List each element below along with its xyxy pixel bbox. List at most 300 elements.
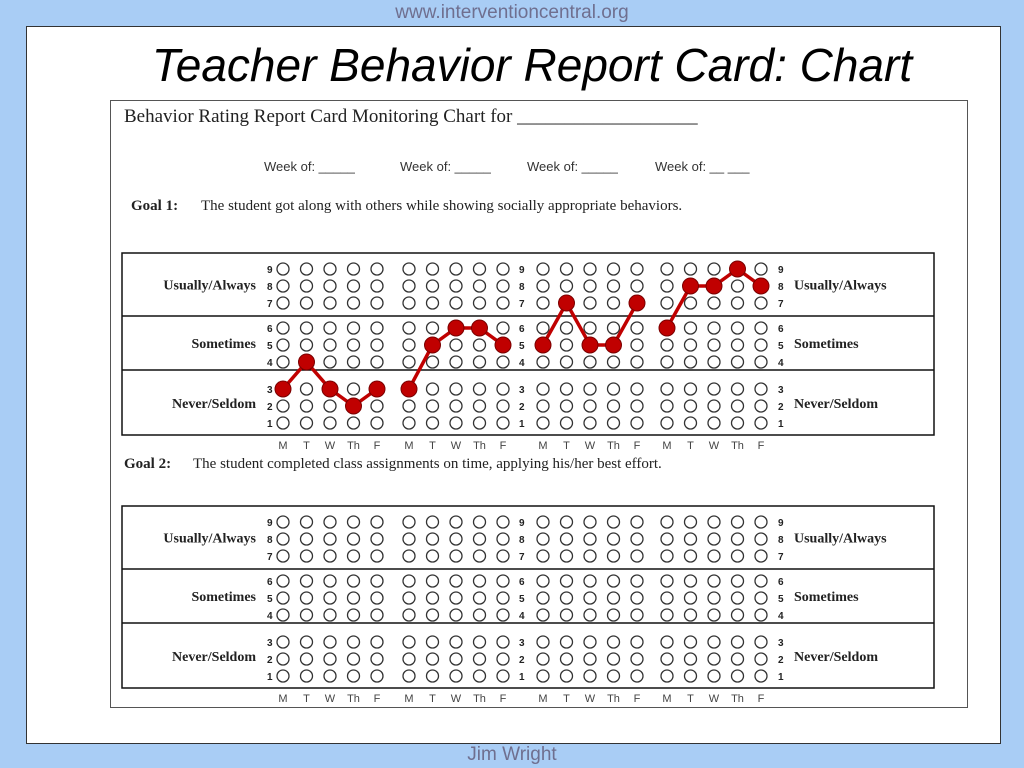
rating-bubble <box>348 653 360 665</box>
day-label: F <box>633 693 641 705</box>
rating-bubble <box>450 592 462 604</box>
rating-bubble <box>427 516 439 528</box>
rating-bubble <box>427 653 439 665</box>
day-label: W <box>324 693 336 705</box>
day-label: T <box>429 693 436 705</box>
rating-point <box>322 381 338 397</box>
rating-bubble <box>277 609 289 621</box>
rating-bubble <box>537 670 549 682</box>
rating-bubble <box>537 636 549 648</box>
rating-bubble <box>348 636 360 648</box>
rating-bubble <box>277 322 289 334</box>
rating-bubble <box>474 400 486 412</box>
rating-bubble <box>427 575 439 587</box>
rating-bubble <box>348 356 360 368</box>
rating-bubble <box>631 670 643 682</box>
rating-bubble <box>537 383 549 395</box>
rating-bubble <box>403 339 415 351</box>
rating-bubble <box>403 550 415 562</box>
rating-bubble <box>584 516 596 528</box>
day-label: T <box>303 440 310 452</box>
rating-bubble <box>732 339 744 351</box>
rating-point <box>730 261 746 277</box>
rating-bubble <box>584 533 596 545</box>
rating-bubble <box>450 533 462 545</box>
level-number: 8 <box>519 282 525 293</box>
rating-bubble <box>301 383 313 395</box>
rating-bubble <box>755 670 767 682</box>
rating-bubble <box>324 533 336 545</box>
day-label: M <box>404 693 414 705</box>
rating-bubble <box>348 609 360 621</box>
rating-bubble <box>685 609 697 621</box>
rating-bubble <box>631 575 643 587</box>
rating-bubble <box>427 636 439 648</box>
band-label-left: Never/Seldom <box>172 650 256 665</box>
rating-bubble <box>497 356 509 368</box>
rating-point <box>535 337 551 353</box>
rating-bubble <box>427 383 439 395</box>
day-label: M <box>278 693 288 705</box>
rating-bubble <box>371 280 383 292</box>
level-number: 5 <box>267 594 273 605</box>
rating-bubble <box>277 417 289 429</box>
rating-bubble <box>277 670 289 682</box>
rating-bubble <box>608 653 620 665</box>
rating-bubble <box>755 636 767 648</box>
level-number: 8 <box>267 535 273 546</box>
rating-bubble <box>450 280 462 292</box>
rating-bubble <box>732 575 744 587</box>
level-number: 2 <box>778 402 784 413</box>
rating-bubble <box>497 322 509 334</box>
level-number: 3 <box>267 385 273 396</box>
rating-bubble <box>474 653 486 665</box>
rating-bubble <box>661 653 673 665</box>
rating-bubble <box>631 653 643 665</box>
level-number: 4 <box>778 358 784 369</box>
rating-bubble <box>755 383 767 395</box>
rating-bubble <box>584 322 596 334</box>
rating-bubble <box>661 636 673 648</box>
rating-bubble <box>661 575 673 587</box>
rating-bubble <box>371 400 383 412</box>
rating-bubble <box>301 297 313 309</box>
rating-bubble <box>403 533 415 545</box>
day-label: T <box>303 693 310 705</box>
day-label: W <box>708 693 720 705</box>
rating-bubble <box>450 417 462 429</box>
rating-bubble <box>561 636 573 648</box>
rating-bubble <box>348 383 360 395</box>
rating-bubble <box>631 592 643 604</box>
day-label: Th <box>473 693 486 705</box>
rating-bubble <box>371 533 383 545</box>
rating-bubble <box>708 356 720 368</box>
rating-bubble <box>631 400 643 412</box>
level-number: 4 <box>267 358 273 369</box>
day-label: W <box>584 440 596 452</box>
rating-bubble <box>301 609 313 621</box>
rating-bubble <box>497 400 509 412</box>
rating-bubble <box>661 592 673 604</box>
rating-bubble <box>608 592 620 604</box>
rating-bubble <box>561 550 573 562</box>
rating-point <box>606 337 622 353</box>
rating-bubble <box>732 280 744 292</box>
rating-bubble <box>301 653 313 665</box>
rating-bubble <box>474 516 486 528</box>
rating-bubble <box>403 670 415 682</box>
rating-bubble <box>537 417 549 429</box>
rating-bubble <box>661 533 673 545</box>
rating-bubble <box>277 636 289 648</box>
rating-bubble <box>497 417 509 429</box>
rating-bubble <box>584 670 596 682</box>
rating-bubble <box>450 339 462 351</box>
rating-point <box>299 354 315 370</box>
rating-bubble <box>584 297 596 309</box>
rating-bubble <box>277 653 289 665</box>
level-number: 9 <box>778 518 784 529</box>
rating-bubble <box>732 653 744 665</box>
day-label: Th <box>731 693 744 705</box>
level-number: 8 <box>778 282 784 293</box>
rating-bubble <box>755 533 767 545</box>
rating-bubble <box>608 280 620 292</box>
rating-bubble <box>661 670 673 682</box>
day-label: M <box>538 693 548 705</box>
rating-bubble <box>561 670 573 682</box>
band-label-right: Sometimes <box>794 337 859 352</box>
rating-bubble <box>561 339 573 351</box>
rating-bubble <box>661 339 673 351</box>
rating-bubble <box>755 339 767 351</box>
level-number: 9 <box>267 518 273 529</box>
rating-bubble <box>450 516 462 528</box>
day-label: F <box>757 693 765 705</box>
rating-bubble <box>537 263 549 275</box>
rating-bubble <box>403 592 415 604</box>
rating-bubble <box>608 533 620 545</box>
rating-bubble <box>755 609 767 621</box>
rating-bubble <box>732 592 744 604</box>
rating-bubble <box>450 670 462 682</box>
rating-bubble <box>324 356 336 368</box>
rating-bubble <box>708 322 720 334</box>
rating-bubble <box>584 636 596 648</box>
rating-bubble <box>474 609 486 621</box>
rating-bubble <box>608 609 620 621</box>
rating-bubble <box>301 280 313 292</box>
rating-bubble <box>708 636 720 648</box>
rating-bubble <box>450 263 462 275</box>
rating-bubble <box>755 550 767 562</box>
rating-bubble <box>584 575 596 587</box>
rating-bubble <box>708 400 720 412</box>
rating-bubble <box>403 400 415 412</box>
rating-bubble <box>755 297 767 309</box>
rating-bubble <box>427 322 439 334</box>
rating-bubble <box>537 297 549 309</box>
rating-bubble <box>403 297 415 309</box>
rating-bubble <box>561 356 573 368</box>
rating-point <box>275 381 291 397</box>
day-label: M <box>662 440 672 452</box>
rating-bubble <box>584 263 596 275</box>
site-url: www.interventioncentral.org <box>395 2 629 23</box>
rating-bubble <box>708 516 720 528</box>
rating-bubble <box>474 575 486 587</box>
level-number: 4 <box>267 611 273 622</box>
level-number: 7 <box>778 552 784 563</box>
rating-bubble <box>584 550 596 562</box>
rating-bubble <box>661 400 673 412</box>
rating-bubble <box>631 636 643 648</box>
rating-bubble <box>371 322 383 334</box>
rating-bubble <box>608 575 620 587</box>
day-label: T <box>687 440 694 452</box>
rating-point <box>559 295 575 311</box>
rating-bubble <box>537 653 549 665</box>
rating-bubble <box>561 322 573 334</box>
goal-label: Goal 2: <box>124 456 172 472</box>
rating-bubble <box>427 533 439 545</box>
level-number: 5 <box>778 341 784 352</box>
rating-bubble <box>661 356 673 368</box>
rating-bubble <box>708 575 720 587</box>
day-label: M <box>278 440 288 452</box>
rating-bubble <box>537 575 549 587</box>
goal-text: The student completed class assignments on time, applying his/her best effort. <box>193 456 662 472</box>
rating-bubble <box>732 636 744 648</box>
rating-bubble <box>755 516 767 528</box>
rating-bubble <box>427 670 439 682</box>
rating-bubble <box>661 297 673 309</box>
level-number: 6 <box>267 324 273 335</box>
rating-bubble <box>561 516 573 528</box>
band-label-right: Never/Seldom <box>794 650 878 665</box>
rating-bubble <box>403 263 415 275</box>
monitoring-chart <box>111 101 967 707</box>
rating-bubble <box>631 322 643 334</box>
rating-bubble <box>324 516 336 528</box>
band-label-left: Sometimes <box>191 337 256 352</box>
rating-bubble <box>584 609 596 621</box>
rating-bubble <box>427 550 439 562</box>
band-label-right: Sometimes <box>794 590 859 605</box>
rating-bubble <box>427 356 439 368</box>
rating-bubble <box>474 297 486 309</box>
band-label-left: Never/Seldom <box>172 397 256 412</box>
rating-point <box>448 320 464 336</box>
level-number: 6 <box>519 577 525 588</box>
rating-bubble <box>277 533 289 545</box>
rating-bubble <box>497 533 509 545</box>
rating-bubble <box>348 297 360 309</box>
rating-bubble <box>685 533 697 545</box>
rating-bubble <box>497 297 509 309</box>
goal-label: Goal 1: <box>131 198 179 214</box>
rating-bubble <box>661 280 673 292</box>
rating-bubble <box>608 297 620 309</box>
day-label: F <box>757 440 765 452</box>
level-number: 8 <box>519 535 525 546</box>
day-label: M <box>404 440 414 452</box>
chart-heading: Behavior Rating Report Card Monitoring Chart for ___________________ <box>124 106 698 127</box>
rating-bubble <box>403 417 415 429</box>
rating-bubble <box>371 263 383 275</box>
rating-bubble <box>474 263 486 275</box>
rating-bubble <box>497 383 509 395</box>
rating-bubble <box>561 609 573 621</box>
rating-bubble <box>324 592 336 604</box>
rating-bubble <box>537 400 549 412</box>
rating-bubble <box>631 550 643 562</box>
rating-bubble <box>755 592 767 604</box>
band-label-left: Usually/Always <box>163 278 256 294</box>
rating-bubble <box>277 339 289 351</box>
rating-bubble <box>497 263 509 275</box>
day-label: Th <box>607 693 620 705</box>
rating-bubble <box>324 417 336 429</box>
rating-bubble <box>403 322 415 334</box>
rating-bubble <box>608 383 620 395</box>
rating-bubble <box>685 383 697 395</box>
level-number: 1 <box>267 419 273 430</box>
rating-bubble <box>301 263 313 275</box>
rating-bubble <box>497 609 509 621</box>
rating-bubble <box>277 263 289 275</box>
rating-bubble <box>631 533 643 545</box>
day-label: T <box>429 440 436 452</box>
rating-bubble <box>301 636 313 648</box>
rating-bubble <box>371 575 383 587</box>
level-number: 5 <box>778 594 784 605</box>
slide-title: Teacher Behavior Report Card: Chart <box>151 39 913 91</box>
rating-bubble <box>301 417 313 429</box>
rating-bubble <box>450 575 462 587</box>
level-number: 2 <box>519 402 525 413</box>
day-label: Th <box>347 693 360 705</box>
rating-bubble <box>561 280 573 292</box>
rating-bubble <box>450 550 462 562</box>
rating-bubble <box>277 400 289 412</box>
rating-bubble <box>403 356 415 368</box>
level-number: 3 <box>778 638 784 649</box>
rating-bubble <box>474 280 486 292</box>
rating-bubble <box>561 417 573 429</box>
rating-bubble <box>708 339 720 351</box>
rating-bubble <box>537 609 549 621</box>
band-label-right: Usually/Always <box>794 278 887 294</box>
rating-bubble <box>427 592 439 604</box>
rating-bubble <box>608 636 620 648</box>
rating-bubble <box>537 516 549 528</box>
rating-bubble <box>732 356 744 368</box>
rating-bubble <box>324 653 336 665</box>
rating-bubble <box>497 670 509 682</box>
level-number: 4 <box>519 611 525 622</box>
rating-bubble <box>277 550 289 562</box>
rating-bubble <box>661 516 673 528</box>
rating-bubble <box>608 263 620 275</box>
rating-bubble <box>497 550 509 562</box>
rating-bubble <box>301 339 313 351</box>
rating-bubble <box>371 356 383 368</box>
level-number: 7 <box>267 552 273 563</box>
level-number: 8 <box>267 282 273 293</box>
rating-bubble <box>685 636 697 648</box>
rating-bubble <box>685 400 697 412</box>
day-label: F <box>373 693 381 705</box>
rating-bubble <box>608 670 620 682</box>
rating-point <box>401 381 417 397</box>
rating-bubble <box>403 575 415 587</box>
rating-bubble <box>685 592 697 604</box>
rating-bubble <box>371 297 383 309</box>
rating-bubble <box>324 297 336 309</box>
goal-text: The student got along with others while showing socially appropriate behaviors. <box>201 198 683 214</box>
rating-bubble <box>474 383 486 395</box>
rating-bubble <box>427 280 439 292</box>
rating-bubble <box>661 609 673 621</box>
rating-bubble <box>474 550 486 562</box>
rating-bubble <box>474 636 486 648</box>
rating-bubble <box>348 339 360 351</box>
rating-bubble <box>371 592 383 604</box>
week-label: Week of: _____ <box>400 159 491 174</box>
rating-bubble <box>348 280 360 292</box>
rating-bubble <box>371 339 383 351</box>
rating-bubble <box>755 653 767 665</box>
rating-bubble <box>324 339 336 351</box>
rating-bubble <box>497 280 509 292</box>
day-label: T <box>563 440 570 452</box>
day-label: W <box>584 693 596 705</box>
rating-bubble <box>324 670 336 682</box>
rating-bubble <box>608 400 620 412</box>
rating-bubble <box>732 297 744 309</box>
rating-bubble <box>685 356 697 368</box>
rating-point <box>753 278 769 294</box>
rating-bubble <box>277 356 289 368</box>
rating-bubble <box>732 417 744 429</box>
rating-bubble <box>348 550 360 562</box>
rating-bubble <box>708 653 720 665</box>
rating-bubble <box>708 417 720 429</box>
rating-bubble <box>497 653 509 665</box>
rating-bubble <box>324 263 336 275</box>
rating-bubble <box>450 609 462 621</box>
rating-bubble <box>348 322 360 334</box>
rating-bubble <box>450 636 462 648</box>
rating-bubble <box>685 550 697 562</box>
rating-bubble <box>685 322 697 334</box>
rating-bubble <box>608 322 620 334</box>
rating-bubble <box>708 592 720 604</box>
rating-bubble <box>427 297 439 309</box>
rating-bubble <box>403 636 415 648</box>
rating-bubble <box>755 400 767 412</box>
level-number: 3 <box>267 638 273 649</box>
rating-bubble <box>450 653 462 665</box>
level-number: 2 <box>519 655 525 666</box>
rating-bubble <box>661 550 673 562</box>
rating-bubble <box>348 670 360 682</box>
rating-bubble <box>301 670 313 682</box>
day-label: T <box>687 693 694 705</box>
